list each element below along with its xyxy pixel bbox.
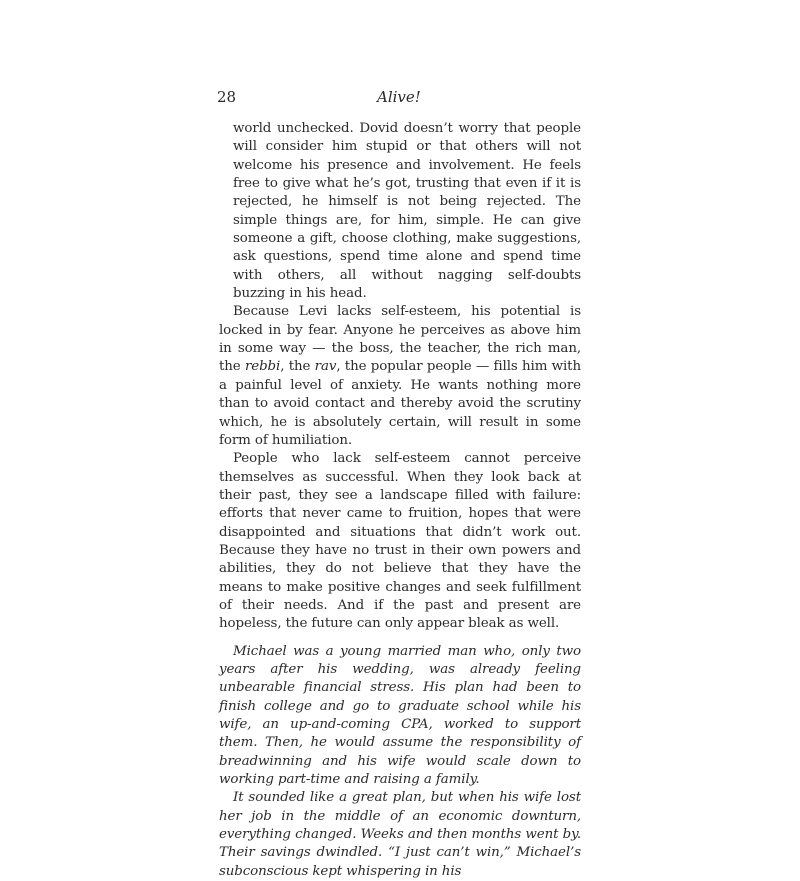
page-number: 28 <box>217 88 237 106</box>
emphasis-rav: rav <box>314 359 337 375</box>
paragraph-text: , the popular people — fills him with a painful level of anxiety. He wants nothing more than to avoid contact and thereby avoid the scrutiny which, he is absolutely certain, will result in some form of humiliation. <box>219 359 581 448</box>
running-head <box>217 88 581 108</box>
paragraph-continuation: world unchecked. Dovid doesn’t worry that people will consider him stupid or that others will not welcome his presence and involvement. He feels free to give what he’s got, trusting that even if it is rejected, he himself is not being rejected. The simple things are, for him, simple. He can give someone a gift, choose clothing, make suggestions, ask questions, spend time alone and spend time with others, all without nagging self-doubts buzzing in his head. <box>233 121 581 302</box>
paragraph-text: Because Levi lacks self-esteem, his potential is locked in by fear. Anyone he perceives as above him in some way — the boss, the teacher, the rich man, the <box>219 304 581 375</box>
emphasis-rebbi: rebbi <box>244 359 281 375</box>
paragraph-text: , the <box>280 359 315 375</box>
body-text <box>219 120 581 881</box>
paragraph-levi <box>219 303 581 450</box>
paragraph-michael-example: Michael was a young married man who, only two years after his wedding, was already feeling unbearable financial stress. His plan had been to finish college and go to graduate school while his wife, an up-and-coming CPA, worked to support them. Then, he would assume the responsibility of breadwinning and his wife would scale down to working part-time and raising a family. <box>219 643 581 788</box>
paragraph-michael-continued: It sounded like a great plan, but when his wife lost her job in the middle of an economic downturn, everything changed. Weeks and then months went by. Their savings dwindled. “I just can’t win,” Michael’s subconscious kept whispering in his <box>219 790 581 879</box>
running-title: Alive! <box>377 88 421 106</box>
paragraph-self-esteem: People who lack self-esteem cannot perceive themselves as successful. When they look back at their past, they see a landscape filled with failure: efforts that never came to fruition, hopes that were disappointed and situations that didn’t work out. Because they have no trust in their own powers and abilities, they do not believe that they have the means to make positive changes and seek fulfillment of their needs. And if the past and present are hopeless, the future can only appear bleak as well. <box>219 451 581 632</box>
